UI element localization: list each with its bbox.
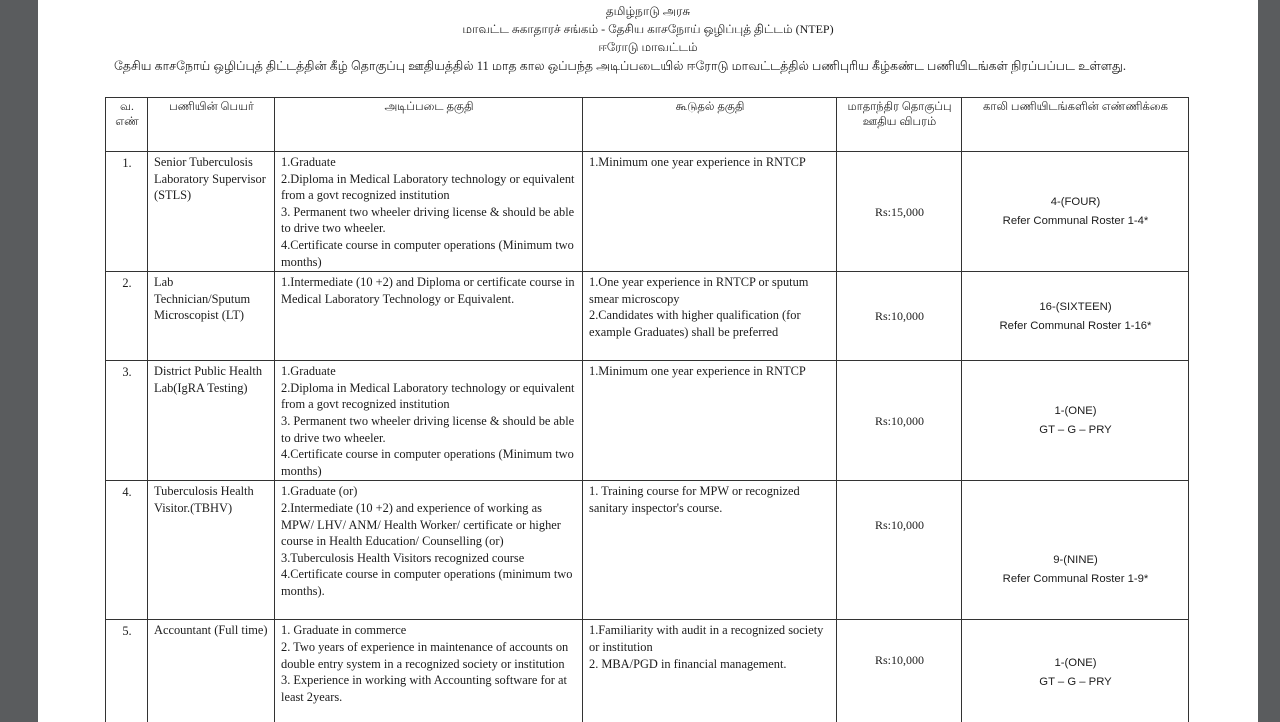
header-post: பணியின் பெயர் (148, 98, 275, 152)
header-salary: மாதாந்திர தொகுப்பு ஊதிய விபரம் (837, 98, 962, 152)
row-salary: Rs:15,000 (837, 152, 962, 272)
basic-item: 1. Graduate in commerce (281, 623, 407, 638)
vacancy-count: 1-(ONE) (1054, 657, 1097, 670)
vacancy-count: 16-(SIXTEEN) (1039, 300, 1112, 313)
row-sno: 4. (106, 481, 148, 620)
row-additional-qualification (583, 620, 837, 722)
row-salary: Rs:10,000 (837, 481, 962, 620)
table-row (106, 272, 1189, 361)
row-basic-qualification (275, 481, 583, 620)
table-header-row (106, 98, 1189, 152)
basic-item: 3. Permanent two wheeler driving license & should be able to drive two wheeler. (281, 204, 575, 236)
document-page (38, 0, 1258, 722)
row-sno: 1. (106, 152, 148, 272)
row-sno: 2. (106, 272, 148, 361)
header-sno: வ. எண் (106, 98, 148, 152)
basic-item: 1.Intermediate (10 +2) and Diploma or certificate course in Medical Laboratory Technology or Equivalent. (281, 275, 575, 306)
basic-item: 4.Certificate course in computer operations (minimum two months). (281, 567, 573, 598)
row-basic-qualification (275, 620, 583, 722)
row-additional-qualification (583, 481, 837, 620)
row-post: Lab Technician/Sputum Microscopist (LT) (148, 272, 275, 361)
basic-item: 1.Graduate (or) (281, 484, 358, 499)
table-row (106, 620, 1189, 722)
vacancy-roster: Refer Communal Roster 1-16* (999, 319, 1152, 332)
basic-item: 3. Permanent two wheeler driving license & should be able to drive two wheeler. (281, 413, 575, 445)
row-basic-qualification (275, 272, 583, 361)
basic-item: 4.Certificate course in computer operations (Minimum two months) (281, 447, 574, 478)
additional-item: 1.Minimum one year experience in RNTCP (589, 364, 806, 379)
additional-item: 2.Candidates with higher qualification (for example Graduates) shall be preferred (589, 308, 801, 339)
society-heading: மாவட்ட சுகாதாரச் சங்கம் - தேசிய காசநோய் ஒழிப்புத் திட்டம் (NTEP) (462, 22, 834, 36)
government-heading: தமிழ்நாடு அரசு (605, 4, 691, 18)
row-vacancies (962, 272, 1189, 361)
row-vacancies (962, 152, 1189, 272)
vacancy-roster: GT – G – PRY (1039, 424, 1112, 437)
additional-item: 1. Training course for MPW or recognized sanitary inspector's course. (589, 484, 800, 515)
table-row (106, 361, 1189, 481)
basic-item: 2.Intermediate (10 +2) and experience of working as MPW/ LHV/ ANM/ Health Worker/ certificate or higher course in Health Education/ Counselling (or) (281, 500, 561, 549)
row-vacancies (962, 481, 1189, 620)
basic-item: 4.Certificate course in computer operations (Minimum two months) (281, 237, 574, 269)
vacancy-count: 1-(ONE) (1054, 405, 1097, 418)
row-vacancies (962, 361, 1189, 481)
row-additional-qualification (583, 361, 837, 481)
additional-item: 1.Minimum one year experience in RNTCP (589, 155, 806, 169)
basic-item: 1.Graduate (281, 364, 336, 379)
vacancy-roster: GT – G – PRY (1039, 676, 1112, 689)
basic-item: 2.Diploma in Medical Laboratory technology or equivalent from a govt recognized institution (281, 380, 575, 412)
basic-item: 3.Tuberculosis Health Visitors recognized course (281, 550, 525, 565)
basic-item: 2. Two years of experience in maintenance of accounts on double entry system in a recognized society or institution (281, 639, 569, 671)
row-sno: 5. (106, 620, 148, 722)
row-salary: Rs:10,000 (837, 620, 962, 722)
row-basic-qualification (275, 361, 583, 481)
basic-item: 3. Experience in working with Accounting software for at least 2years. (281, 673, 567, 704)
row-vacancies (962, 620, 1189, 722)
row-sno: 3. (106, 361, 148, 481)
table-row (106, 152, 1189, 272)
row-additional-qualification (583, 152, 837, 272)
row-post: Senior Tuberculosis Laboratory Supervisor (STLS) (148, 152, 275, 272)
row-basic-qualification (275, 152, 583, 272)
row-post: Tuberculosis Health Visitor.(TBHV) (148, 481, 275, 620)
vacancy-roster: Refer Communal Roster 1-4* (1002, 215, 1149, 228)
row-post: District Public Health Lab(IgRA Testing) (148, 361, 275, 481)
header-vacancies: காலி பணியிடங்களின் எண்ணிக்கை (962, 98, 1189, 152)
row-salary: Rs:10,000 (837, 272, 962, 361)
basic-item: 2.Diploma in Medical Laboratory technology or equivalent from a govt recognized institution (281, 171, 575, 203)
additional-item: 2. MBA/PGD in financial management. (589, 656, 787, 671)
vacancy-table (105, 97, 1189, 722)
basic-item: 1.Graduate (281, 155, 336, 169)
vacancy-count: 9-(NINE) (1053, 553, 1098, 566)
additional-item: 1.One year experience in RNTCP or sputum smear microscopy (589, 275, 809, 306)
district-heading: ஈரோடு மாவட்டம் (598, 40, 698, 54)
vacancy-count: 4-(FOUR) (1050, 196, 1101, 209)
header-additional-qualification: கூடுதல் தகுதி (583, 98, 837, 152)
intro-paragraph: தேசிய காசநோய் ஒழிப்புத் திட்டத்தின் கீழ் தொகுப்பு ஊதியத்தில் 11 மாத கால ஒப்பந்த அடிப்படையில் ஈரோடு மாவட்டத்தில் பணிபுரிய கீழ்கண்ட பணியிடங்கள் நிரப்பப்பட உள்ளது. (114, 59, 1126, 73)
header-basic-qualification: அடிப்படை தகுதி (275, 98, 583, 152)
table-row (106, 481, 1189, 620)
row-salary: Rs:10,000 (837, 361, 962, 481)
row-additional-qualification (583, 272, 837, 361)
additional-item: 1.Familiarity with audit in a recognized society or institution (589, 623, 824, 654)
row-post: Accountant (Full time) (148, 620, 275, 722)
vacancy-roster: Refer Communal Roster 1-9* (1002, 572, 1149, 585)
